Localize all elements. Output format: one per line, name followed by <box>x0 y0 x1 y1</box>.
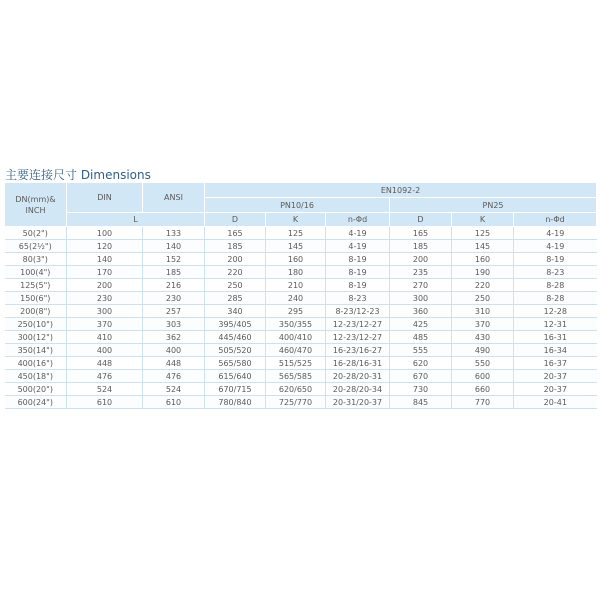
cell-pn16-d: 670/715 <box>205 383 266 396</box>
cell-pn25-k: 600 <box>452 370 514 383</box>
header-pn1016: PN10/16 <box>205 198 390 213</box>
cell-pn25-k: 310 <box>452 305 514 318</box>
table-row <box>5 292 597 305</box>
table-row <box>5 318 597 331</box>
cell-dn: 450(18") <box>5 370 67 383</box>
table-row <box>5 266 597 279</box>
cell-pn25-nd: 20-41 <box>514 396 597 409</box>
cell-din: 120 <box>67 240 143 253</box>
cell-dn: 500(20") <box>5 383 67 396</box>
cell-dn: 100(4") <box>5 266 67 279</box>
cell-pn16-nd: 12-23/12-27 <box>326 331 390 344</box>
cell-pn16-nd: 8-23/12-23 <box>326 305 390 318</box>
cell-dn: 200(8") <box>5 305 67 318</box>
cell-dn: 80(3") <box>5 253 67 266</box>
cell-pn16-d: 395/405 <box>205 318 266 331</box>
cell-pn16-k: 295 <box>266 305 326 318</box>
table-row <box>5 240 597 253</box>
cell-din: 370 <box>67 318 143 331</box>
cell-pn16-k: 145 <box>266 240 326 253</box>
cell-pn25-d: 360 <box>390 305 452 318</box>
cell-pn16-d: 340 <box>205 305 266 318</box>
header-pn16-d: D <box>205 213 266 227</box>
cell-pn16-k: 725/770 <box>266 396 326 409</box>
cell-pn16-nd: 4-19 <box>326 240 390 253</box>
table-row <box>5 396 597 409</box>
cell-pn16-k: 125 <box>266 227 326 240</box>
cell-dn: 150(6") <box>5 292 67 305</box>
cell-dn: 250(10") <box>5 318 67 331</box>
cell-pn25-k: 145 <box>452 240 514 253</box>
cell-din: 170 <box>67 266 143 279</box>
cell-pn25-nd: 8-28 <box>514 292 597 305</box>
table-row <box>5 383 597 396</box>
cell-din: 300 <box>67 305 143 318</box>
cell-ansi: 448 <box>143 357 205 370</box>
cell-ansi: 185 <box>143 266 205 279</box>
cell-pn16-d: 565/580 <box>205 357 266 370</box>
cell-pn16-d: 220 <box>205 266 266 279</box>
cell-pn25-k: 250 <box>452 292 514 305</box>
cell-ansi: 476 <box>143 370 205 383</box>
cell-pn25-k: 190 <box>452 266 514 279</box>
cell-pn16-k: 400/410 <box>266 331 326 344</box>
cell-pn25-d: 300 <box>390 292 452 305</box>
cell-ansi: 400 <box>143 344 205 357</box>
header-pn16-nd: n-Φd <box>326 213 390 227</box>
cell-pn25-nd: 8-28 <box>514 279 597 292</box>
cell-pn25-nd: 16-31 <box>514 331 597 344</box>
cell-pn25-k: 125 <box>452 227 514 240</box>
cell-dn: 125(5") <box>5 279 67 292</box>
cell-pn16-k: 350/355 <box>266 318 326 331</box>
header-pn25: PN25 <box>390 198 597 213</box>
cell-pn16-d: 165 <box>205 227 266 240</box>
header-pn25-k: K <box>452 213 514 227</box>
cell-ansi: 303 <box>143 318 205 331</box>
cell-pn25-d: 165 <box>390 227 452 240</box>
cell-pn16-d: 780/840 <box>205 396 266 409</box>
cell-dn: 350(14") <box>5 344 67 357</box>
cell-pn25-d: 200 <box>390 253 452 266</box>
cell-pn25-nd: 12-28 <box>514 305 597 318</box>
table-body <box>5 227 597 409</box>
cell-pn25-d: 235 <box>390 266 452 279</box>
cell-din: 140 <box>67 253 143 266</box>
cell-pn16-d: 285 <box>205 292 266 305</box>
table-row <box>5 357 597 370</box>
cell-pn16-nd: 20-31/20-37 <box>326 396 390 409</box>
cell-pn16-nd: 20-28/20-31 <box>326 370 390 383</box>
cell-pn25-k: 430 <box>452 331 514 344</box>
cell-ansi: 362 <box>143 331 205 344</box>
cell-pn25-nd: 4-19 <box>514 227 597 240</box>
cell-pn25-k: 490 <box>452 344 514 357</box>
cell-ansi: 140 <box>143 240 205 253</box>
cell-pn25-d: 555 <box>390 344 452 357</box>
cell-pn16-d: 615/640 <box>205 370 266 383</box>
cell-pn16-nd: 8-19 <box>326 253 390 266</box>
table-row <box>5 227 597 240</box>
cell-ansi: 152 <box>143 253 205 266</box>
header-dn-line1: DN(mm)& <box>15 194 56 204</box>
cell-pn25-d: 730 <box>390 383 452 396</box>
cell-din: 200 <box>67 279 143 292</box>
cell-pn25-k: 220 <box>452 279 514 292</box>
cell-ansi: 230 <box>143 292 205 305</box>
cell-pn25-k: 550 <box>452 357 514 370</box>
header-din: DIN <box>67 183 143 213</box>
header-pn16-k: K <box>266 213 326 227</box>
table-row <box>5 279 597 292</box>
cell-dn: 600(24") <box>5 396 67 409</box>
cell-pn16-k: 180 <box>266 266 326 279</box>
cell-din: 400 <box>67 344 143 357</box>
cell-ansi: 610 <box>143 396 205 409</box>
cell-pn25-nd: 16-37 <box>514 357 597 370</box>
header-dn <box>5 183 67 227</box>
table-header <box>5 183 597 227</box>
cell-ansi: 216 <box>143 279 205 292</box>
header-en1092: EN1092-2 <box>205 183 597 198</box>
cell-pn25-k: 770 <box>452 396 514 409</box>
cell-pn16-k: 240 <box>266 292 326 305</box>
cell-pn16-k: 565/585 <box>266 370 326 383</box>
cell-pn16-nd: 12-23/12-27 <box>326 318 390 331</box>
cell-dn: 300(12") <box>5 331 67 344</box>
cell-pn25-nd: 12-31 <box>514 318 597 331</box>
cell-pn16-nd: 16-23/16-27 <box>326 344 390 357</box>
cell-ansi: 133 <box>143 227 205 240</box>
cell-pn16-k: 620/650 <box>266 383 326 396</box>
cell-din: 230 <box>67 292 143 305</box>
cell-din: 476 <box>67 370 143 383</box>
header-pn25-nd: n-Φd <box>514 213 597 227</box>
cell-dn: 65(2½") <box>5 240 67 253</box>
cell-dn: 50(2") <box>5 227 67 240</box>
header-ansi: ANSI <box>143 183 205 213</box>
cell-pn16-nd: 8-23 <box>326 292 390 305</box>
cell-pn16-nd: 8-19 <box>326 266 390 279</box>
cell-pn16-nd: 8-19 <box>326 279 390 292</box>
header-dn-line2: INCH <box>25 205 46 215</box>
cell-ansi: 524 <box>143 383 205 396</box>
cell-pn16-nd: 4-19 <box>326 227 390 240</box>
cell-pn25-k: 370 <box>452 318 514 331</box>
cell-pn25-nd: 16-34 <box>514 344 597 357</box>
cell-pn16-d: 505/520 <box>205 344 266 357</box>
cell-din: 410 <box>67 331 143 344</box>
cell-pn25-d: 620 <box>390 357 452 370</box>
cell-pn25-d: 425 <box>390 318 452 331</box>
table-row <box>5 370 597 383</box>
cell-pn25-nd: 8-23 <box>514 266 597 279</box>
cell-pn16-k: 515/525 <box>266 357 326 370</box>
cell-pn25-nd: 8-19 <box>514 253 597 266</box>
cell-pn25-nd: 20-37 <box>514 370 597 383</box>
cell-pn25-d: 670 <box>390 370 452 383</box>
cell-pn16-nd: 16-28/16-31 <box>326 357 390 370</box>
cell-pn25-nd: 4-19 <box>514 240 597 253</box>
cell-din: 524 <box>67 383 143 396</box>
table-row <box>5 253 597 266</box>
cell-pn16-d: 200 <box>205 253 266 266</box>
cell-pn16-d: 185 <box>205 240 266 253</box>
cell-pn25-k: 160 <box>452 253 514 266</box>
cell-pn25-d: 845 <box>390 396 452 409</box>
cell-pn25-k: 660 <box>452 383 514 396</box>
cell-din: 448 <box>67 357 143 370</box>
cell-ansi: 257 <box>143 305 205 318</box>
cell-din: 610 <box>67 396 143 409</box>
cell-pn16-k: 460/470 <box>266 344 326 357</box>
cell-pn16-nd: 20-28/20-34 <box>326 383 390 396</box>
cell-pn16-k: 210 <box>266 279 326 292</box>
cell-pn25-d: 185 <box>390 240 452 253</box>
table-row <box>5 331 597 344</box>
cell-pn25-d: 485 <box>390 331 452 344</box>
section-title: 主要连接尺寸 Dimensions <box>5 168 151 182</box>
cell-pn25-d: 270 <box>390 279 452 292</box>
dimensions-table <box>4 182 597 409</box>
table-row <box>5 344 597 357</box>
cell-pn25-nd: 20-37 <box>514 383 597 396</box>
cell-dn: 400(16") <box>5 357 67 370</box>
table-row <box>5 305 597 318</box>
cell-pn16-k: 160 <box>266 253 326 266</box>
cell-pn16-d: 445/460 <box>205 331 266 344</box>
header-l: L <box>67 213 205 227</box>
cell-din: 100 <box>67 227 143 240</box>
cell-pn16-d: 250 <box>205 279 266 292</box>
header-pn25-d: D <box>390 213 452 227</box>
